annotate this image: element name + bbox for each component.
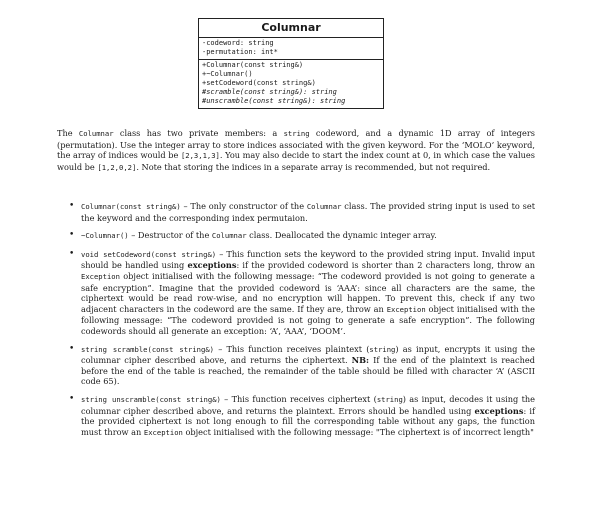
text: object initialised with the following message: "The ciphertext is of incorrect length"	[182, 426, 534, 437]
text: object initialised with the following message: “The codeword provided is not going to generate a safe encryption”. Imagine that the provided codeword is ‘AAA’: since all characters are the same, the ciphertext would be read row-wise, and no encryption will happen. To prevent this, check if any two adjacent characters in the codeword are the same. If they are, throw an	[81, 270, 535, 314]
uml-method: +Columnar(const string&)	[202, 61, 304, 69]
uml-methods	[199, 59, 383, 108]
text: The	[57, 128, 79, 138]
uml-method: #scramble(const string&): string	[202, 88, 337, 96]
code: string	[369, 344, 396, 354]
intro-paragraph	[57, 128, 535, 173]
uml-attributes	[199, 38, 383, 59]
text: – This function receives plaintext (	[214, 343, 370, 354]
text: object initialised with the following message: “The codeword provided is not going to generate a safe encryption”. The following codewords should all generate an exception: ‘A’, ‘AAA’, ‘DOOM’.	[81, 303, 535, 336]
code: Columnar	[211, 231, 247, 241]
text: codeword, and a dynamic 1D array of integers (permutation). Use the integer array to store indices associated with the given keyword. For the ‘MOLO’ keyword, the array of indices would be	[57, 128, 536, 161]
uml-method: +~Columnar()	[202, 70, 253, 78]
bold-text: exceptions	[187, 260, 237, 271]
text: class. The provided string input is used to set the keyword and the corresponding index permutaion.	[81, 201, 535, 223]
text: – This function receives ciphertext (	[220, 393, 377, 404]
code: [1,2,0,2]	[97, 162, 137, 172]
code: Exception	[81, 271, 120, 281]
method-constructor	[57, 201, 535, 223]
text: – The only constructor of the	[180, 201, 307, 211]
code: Exception	[386, 304, 426, 314]
code: Columnar(const string&)	[81, 202, 181, 211]
code: Columnar	[306, 202, 342, 211]
text: ) as input, decodes it using the columnar cipher described above, and returns the plaintext. Errors should be handled using	[81, 393, 535, 416]
method-setcodeword	[57, 249, 535, 337]
bold-text: NB:	[351, 355, 370, 366]
code: ~Columnar()	[81, 231, 129, 241]
method-list	[57, 201, 535, 445]
uml-method: +setCodeword(const string&)	[202, 79, 316, 87]
text: – This function sets the keyword to the provided string input. Invalid input should be handled using	[81, 248, 535, 271]
bold-text: exceptions	[474, 405, 524, 416]
text: class. Deallocated the dynamic integer array.	[246, 230, 437, 241]
text: class has two private members: a	[113, 128, 284, 138]
method-unscramble	[57, 394, 535, 438]
method-destructor	[57, 230, 535, 242]
uml-attribute: -permutation: int*	[202, 48, 278, 56]
code: Exception	[143, 427, 183, 437]
code: Columnar	[78, 129, 114, 138]
text: If the end of the plaintext is reached before the end of the table is reached, the remainder of the table should be filled with character ‘A’ (ASCII code 65).	[81, 355, 535, 387]
code: string	[376, 394, 403, 404]
code: [2,3,1,3]	[180, 151, 220, 161]
code: string	[283, 129, 310, 138]
uml-class-box	[198, 18, 384, 109]
text: : if the provided codeword is shorter than 2 characters long, throw an	[236, 260, 535, 271]
code: string unscramble(const string&)	[81, 394, 221, 404]
uml-class-name: Columnar	[199, 19, 383, 38]
uml-method: #unscramble(const string&): string	[202, 97, 346, 105]
code: string scramble(const string&)	[81, 344, 214, 354]
method-scramble	[57, 344, 535, 387]
code: void setCodeword(const string&)	[81, 249, 217, 259]
text: ) as input, encrypts it using the columnar cipher described above, and returns the ciphertext.	[81, 343, 536, 366]
text: . You may also decide to start the index count at 0, in which case the values would be	[57, 150, 535, 172]
uml-attribute: -codeword: string	[202, 39, 274, 47]
text: . Note that storing the indices in a separate array is recommended, but not required.	[136, 161, 491, 172]
text: : if the provided ciphertext is not long enough to fill the corresponding table without any gaps, the function must throw an	[81, 405, 536, 437]
text: – Destructor of the	[128, 230, 212, 241]
